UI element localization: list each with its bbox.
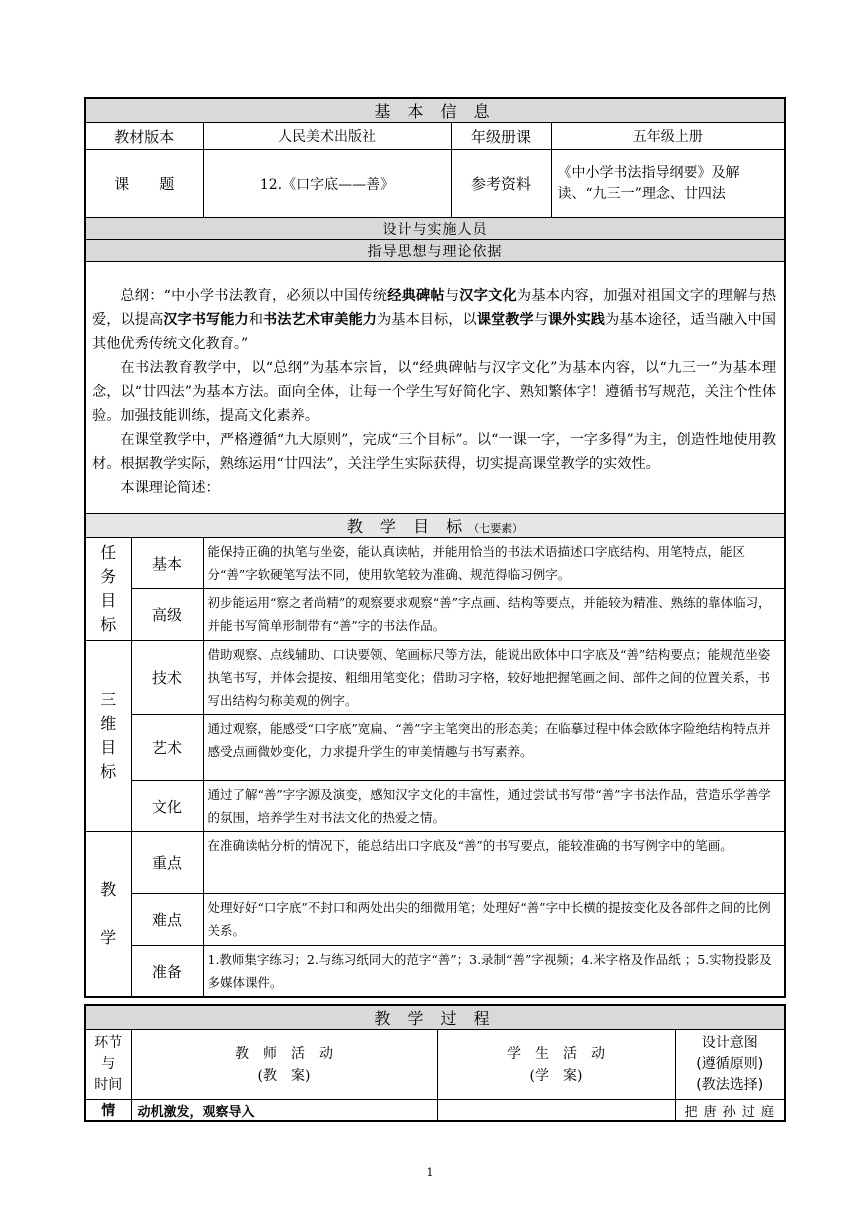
goals-header: 教 学 目 标（七要素）	[85, 514, 785, 538]
theory-text	[85, 262, 785, 514]
goal-text-art: 通过观察，能感受“口字底”宽扁、“善”字主笔突出的形态美；在临摹过程中体会欧体字险绝结构特点并感受点画微妙变化，力求提升学生的审美情趣与书写素养。	[203, 715, 785, 781]
teacher-activity-cell: 动机激发，观察导入	[131, 1100, 437, 1122]
teaching-label-difficulty: 难点	[131, 894, 203, 946]
teaching-text-key: 在准确读帖分析的情况下，能总结出口字底及“善”的书写要点，能较准确的书写例字中的笔画。	[203, 832, 785, 894]
goal-label-technique: 技术	[131, 641, 203, 715]
teacher-activity-header: 教 师 活 动 (教 案)	[131, 1030, 437, 1100]
goal-label-advanced: 高级	[131, 589, 203, 641]
theory-header: 指导思想与理论依据	[85, 240, 785, 262]
theory-paragraph-2: 在书法教育教学中，以“总纲”为基本宗旨，以“经典碑帖与汉字文化”为基本内容，以“九三一”为基本理念，以“廿四法”为基本方法。面向全体，让每一个学生写好简化字、熟知繁体字！遵循书写规范，关注个性体验。加强技能训练，提高文化素养。	[92, 360, 777, 424]
grade-label: 年级册课	[451, 123, 551, 150]
edition-value: 人民美术出版社	[203, 123, 451, 150]
topic-value: 12.《口字底——善》	[203, 150, 451, 218]
design-intent-header: 设计意图 (遵循原则) (教法选择)	[675, 1030, 785, 1100]
goal-text-advanced: 初步能运用“察之者尚精”的观察要求观察“善”字点画、结构等要点，并能较为精准、熟练的靠体临习，并能书写简单形制带有“善”字的书法作品。	[203, 589, 785, 641]
info-table	[84, 97, 786, 998]
goal-label-art: 艺术	[131, 715, 203, 781]
goal-text-basic: 能保持正确的执笔与坐姿，能认真读帖，并能用恰当的书法术语描述口字底结构、用笔特点，能区分“善”字软硬笔写法不同，使用软笔较为准确、规范得临习例字。	[203, 538, 785, 589]
edition-label: 教材版本	[85, 123, 203, 150]
teaching-label-key: 重点	[131, 832, 203, 894]
teaching-group: 教 学	[85, 832, 131, 998]
goal-label-basic: 基本	[131, 538, 203, 589]
teaching-label-preparation: 准备	[131, 946, 203, 998]
stage-time-header: 环节 与 时间	[85, 1030, 131, 1100]
page-number: 1	[426, 1166, 434, 1179]
theory-paragraph-4: 本课理论简述：	[120, 480, 220, 496]
reference-value: 《中小学书法指导纲要》及解读、“九三一”理念、廿四法	[551, 150, 785, 218]
student-activity-cell	[437, 1100, 675, 1122]
process-header: 教 学 过 程	[85, 1005, 785, 1030]
goal-text-culture: 通过了解“善”字字源及演变，感知汉字文化的丰富性，通过尝试书写带“善”字书法作品，营造乐学善学的氛围，培养学生对书法文化的热爱之情。	[203, 781, 785, 832]
goal-label-culture: 文化	[131, 781, 203, 832]
theory-paragraph-3: 在课堂教学中，严格遵循“九大原则”，完成“三个目标”。以“一课一字，一字多得”为主，创造性地使用教材。根据教学实际，熟练运用“廿四法”，关注学生实际获得，切实提高课堂教学的实效性。	[92, 432, 777, 472]
grade-value: 五年级上册	[551, 123, 785, 150]
teaching-text-preparation: 1.教师集字练习；2.与练习纸同大的范字“善”；3.录制“善”字视频；4.米字格及作品纸 ；5.实物投影及多媒体课件。	[203, 946, 785, 998]
theory-paragraph-1: 总纲：“中小学书法教育，必须以中国传统经典碑帖与汉字文化为基本内容，加强对祖国文字的理解与热爱，以提高汉字书写能力和书法艺术审美能力为基本目标，以课堂教学与课外实践为基本途径，适当融入中国其他优秀传统文化教育。”	[92, 288, 777, 352]
process-table	[84, 1004, 786, 1122]
stage-cell: 情	[85, 1100, 131, 1122]
designers-header: 设计与实施人员	[85, 218, 785, 240]
reference-label: 参考资料	[451, 150, 551, 218]
basic-info-header: 基 本 信 息	[85, 98, 785, 123]
three-dim-goals-group: 三 维 目 标	[85, 641, 131, 832]
student-activity-header: 学 生 活 动 (学 案)	[437, 1030, 675, 1100]
design-intent-cell: 把 唐 孙 过 庭	[675, 1100, 785, 1122]
goal-text-technique: 借助观察、点线辅助、口诀要领、笔画标尺等方法，能说出欧体中口字底及“善”结构要点；能规范坐姿执笔书写，并体会提按、粗细用笔变化；借助习字格，较好地把握笔画之间、部件之间的位置关系，书写出结构匀称美观的例字。	[203, 641, 785, 715]
teaching-text-difficulty: 处理好好“口字底”不封口和两处出尖的细微用笔；处理好“善”字中长横的提按变化及各部件之间的比例关系。	[203, 894, 785, 946]
topic-label: 课 题	[85, 150, 203, 218]
task-goals-group: 任 务 目 标	[85, 538, 131, 641]
